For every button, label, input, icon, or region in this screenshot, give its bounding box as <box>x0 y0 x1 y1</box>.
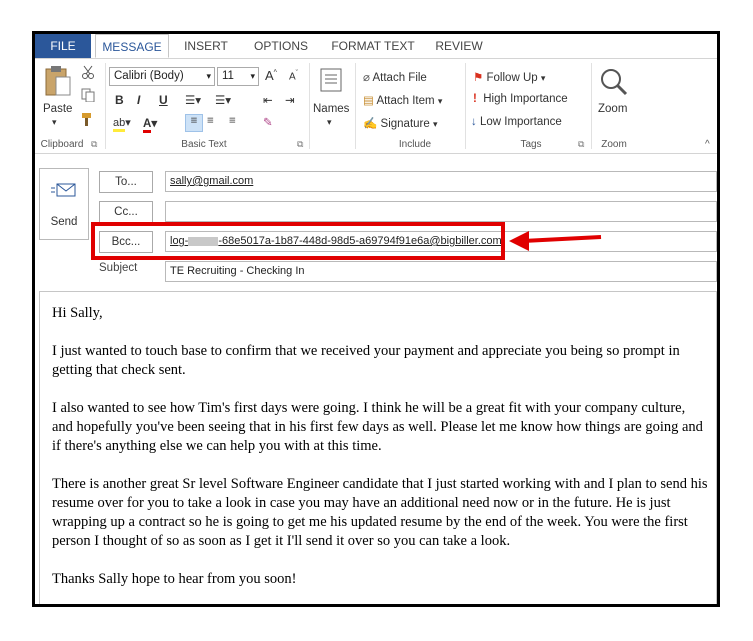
paste-label[interactable]: Paste <box>43 103 73 115</box>
cc-button[interactable]: Cc... <box>99 201 153 223</box>
cut-icon[interactable] <box>81 65 95 84</box>
signature-icon: ✍ <box>363 118 378 130</box>
zoom-group-label: Zoom <box>601 139 627 150</box>
message-body[interactable] <box>39 291 717 607</box>
chevron-down-icon: ▾ <box>250 71 255 81</box>
ribbon <box>35 58 717 154</box>
send-label: Send <box>50 216 78 228</box>
tab-file[interactable]: FILE <box>35 34 91 58</box>
low-importance-label: Low Importance <box>479 116 562 128</box>
low-importance-button[interactable] <box>471 116 562 128</box>
divider <box>105 63 106 149</box>
clear-formatting-icon[interactable]: ✎ <box>263 117 273 129</box>
align-center-icon[interactable]: ≡ <box>207 115 214 127</box>
basic-text-launcher-icon[interactable]: ⧉ <box>297 139 304 149</box>
follow-up-button[interactable] <box>473 70 545 84</box>
shrink-font-icon[interactable]: $A^ˇ$ <box>289 70 299 83</box>
basic-text-group-label: Basic Text <box>181 139 227 150</box>
zoom-icon[interactable] <box>599 67 629 102</box>
include-group-label: Include <box>398 139 432 150</box>
font-size-select[interactable] <box>217 67 259 86</box>
body-greeting: Hi Sally, <box>52 305 103 321</box>
chevron-down-icon: ▾ <box>432 119 438 129</box>
body-paragraph: I just wanted to touch base to confirm that we received your payment and appreciate you being so prompt in getting that check sent. <box>52 343 680 378</box>
flag-icon: ⚑ <box>473 72 484 84</box>
body-closing: Thanks Sally hope to hear from you soon! <box>52 571 297 587</box>
highlight-icon[interactable]: ab▾ <box>113 116 131 129</box>
chevron-down-icon: ▾ <box>540 73 546 83</box>
bold-button[interactable]: B <box>115 93 124 107</box>
clipboard-launcher-icon[interactable]: ⧉ <box>91 139 98 149</box>
tab-options[interactable]: OPTIONS <box>253 39 308 53</box>
high-importance-button[interactable] <box>473 93 568 105</box>
chevron-down-icon: ▾ <box>437 96 443 106</box>
font-name-select[interactable] <box>109 67 215 86</box>
tab-insert[interactable]: INSERT <box>184 39 228 53</box>
names-dropdown-icon[interactable]: ▾ <box>327 117 332 127</box>
bcc-button[interactable]: Bcc... <box>99 231 153 253</box>
outlook-compose-window <box>32 31 720 607</box>
exclamation-icon: ! <box>473 93 477 105</box>
bcc-recipient-start: log- <box>170 235 189 247</box>
ribbon-tabs <box>35 34 717 58</box>
increase-indent-icon[interactable]: ⇥ <box>285 95 295 107</box>
attach-item-icon: ▤ <box>363 95 374 107</box>
follow-up-label: Follow Up <box>486 72 538 84</box>
bcc-recipient-end: -68e5017a-1b87-448d-98d5-a69794f91e6a@bigbiller.com <box>218 235 502 247</box>
numbering-icon[interactable]: ☰▾ <box>215 95 232 107</box>
divider <box>465 63 466 149</box>
subject-label: Subject <box>99 262 138 274</box>
paste-dropdown-icon[interactable]: ▾ <box>52 117 57 127</box>
align-left-icon[interactable]: ≡ <box>185 114 203 132</box>
copy-icon[interactable] <box>81 88 95 107</box>
tab-message[interactable]: MESSAGE <box>95 34 169 58</box>
send-icon <box>51 183 77 202</box>
bullets-icon[interactable]: ☰▾ <box>185 95 202 107</box>
tab-format-text[interactable]: FORMAT TEXT <box>331 39 415 53</box>
tags-group-label: Tags <box>520 139 542 150</box>
decrease-indent-icon[interactable]: ⇤ <box>263 95 273 107</box>
underline-button[interactable]: U <box>159 93 168 107</box>
tags-launcher-icon[interactable]: ⧉ <box>578 139 585 149</box>
font-name-value: Calibri (Body) <box>114 70 184 82</box>
divider <box>309 63 310 149</box>
font-color-icon[interactable]: A▾ <box>143 116 157 130</box>
subject-field[interactable]: TE Recruiting - Checking In <box>165 261 717 282</box>
attach-file-button[interactable] <box>363 70 427 84</box>
address-book-icon[interactable] <box>319 67 343 98</box>
italic-button[interactable]: I <box>137 93 141 107</box>
paste-icon[interactable] <box>43 65 73 104</box>
paperclip-icon: ⌀ <box>363 72 370 84</box>
to-field[interactable] <box>165 171 717 192</box>
to-recipient[interactable]: sally@gmail.com <box>170 175 254 187</box>
collapse-ribbon-icon[interactable]: ^ <box>705 139 710 150</box>
attach-file-label: Attach File <box>372 72 427 84</box>
align-right-icon[interactable]: ≡ <box>229 115 236 127</box>
attach-item-button[interactable] <box>363 93 442 107</box>
to-button[interactable]: To... <box>99 171 153 193</box>
body-paragraph: I also wanted to see how Tim's first days were going. I think he will be a great fit with your company culture, and hopefully you've been seeing that in his first few days as well. Please let me know how things are going and if there's anything else we can help you with at this time. <box>52 400 703 454</box>
red-arrow-icon <box>505 228 605 252</box>
tab-review[interactable]: REVIEW <box>435 39 483 53</box>
font-size-value: 11 <box>222 70 234 82</box>
chevron-down-icon: ▾ <box>206 71 211 81</box>
body-paragraph: There is another great Sr level Software Engineer candidate that I just started working with and I plan to send his resume over for you to take a look in case you may have an additional need now or in the future. He is just wrapping up a contract so he is going to get me his updated resume by the end of the week. You were the first person I thought of so as soon as I get it I'll send it over so you can take a look. <box>52 476 708 549</box>
signature-label: Signature <box>380 118 430 130</box>
names-label[interactable]: Names <box>313 103 350 115</box>
signature-button[interactable] <box>363 116 438 130</box>
attach-item-label: Attach Item <box>376 95 435 107</box>
send-button[interactable] <box>39 168 89 240</box>
clipboard-group-label: Clipboard <box>40 139 84 150</box>
divider <box>591 63 592 149</box>
divider <box>355 63 356 149</box>
down-arrow-icon: ↓ <box>471 116 477 128</box>
cc-field[interactable] <box>165 201 717 222</box>
zoom-label[interactable]: Zoom <box>598 103 628 115</box>
grow-font-icon[interactable]: A^ <box>265 68 277 83</box>
highlight-box <box>91 222 505 260</box>
format-painter-icon[interactable] <box>81 112 95 131</box>
high-importance-label: High Importance <box>483 93 568 105</box>
